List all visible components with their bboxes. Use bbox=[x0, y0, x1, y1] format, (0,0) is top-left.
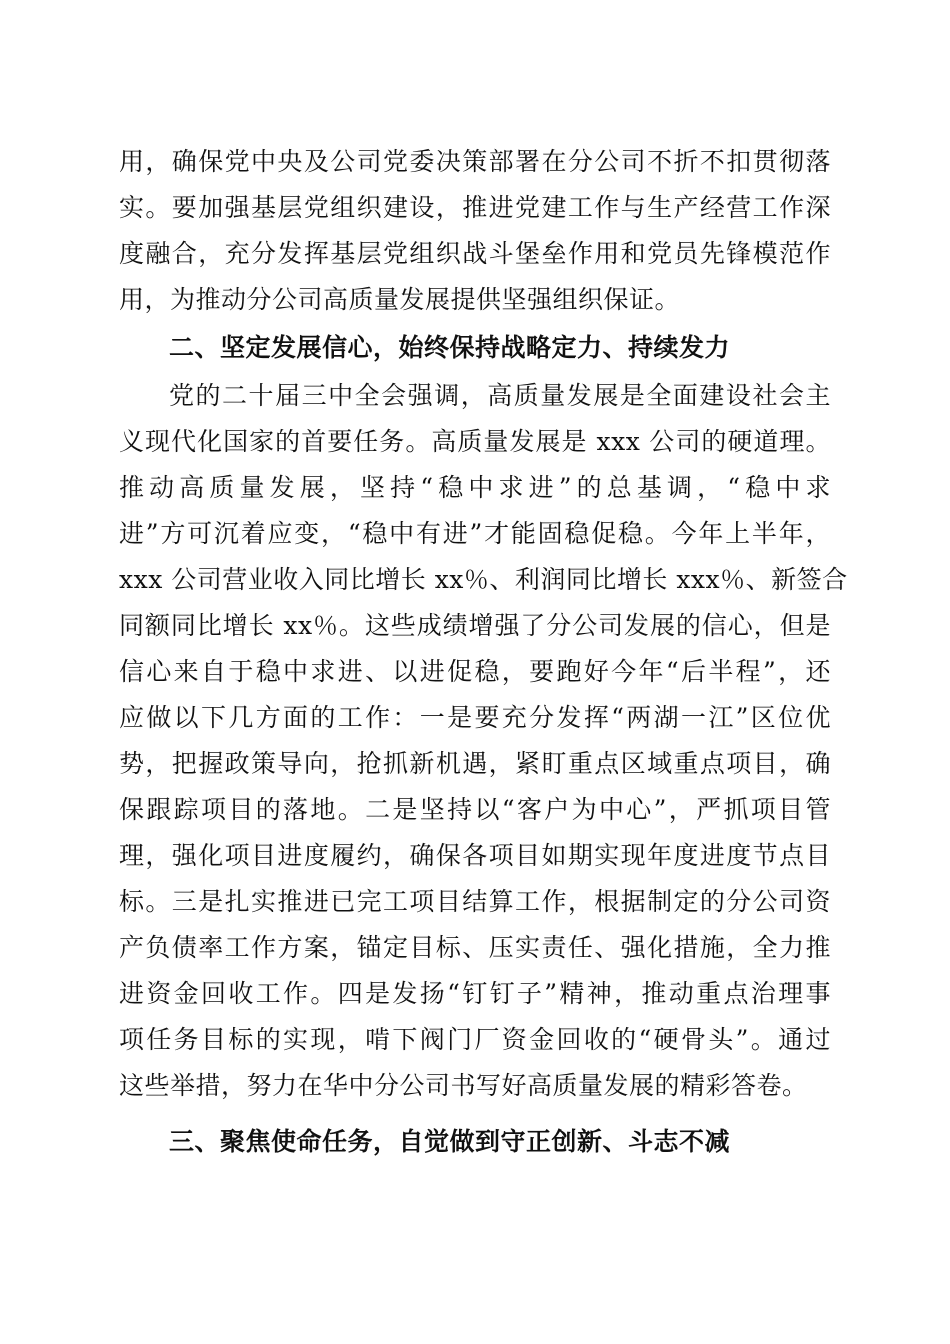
paragraph-line: 进资金回收工作。四是发扬“钉钉子”精神，推动重点治理事 bbox=[119, 979, 831, 1008]
spacer bbox=[119, 1109, 831, 1117]
paragraph-line: xxx 公司营业收入同比增长 xx％、利润同比增长 xxx％、新签合 bbox=[119, 565, 848, 594]
paragraph-line: 产负债率工作方案，锚定目标、压实责任、强化措施，全力推 bbox=[119, 933, 831, 962]
paragraph-1 bbox=[119, 139, 831, 323]
paragraph-line: 用，为推动分公司高质量发展提供坚强组织保证。 bbox=[119, 285, 681, 314]
paragraph-line: 同额同比增长 xx％。这些成绩增强了分公司发展的信心，但是 bbox=[119, 611, 831, 640]
paragraph-line: 党的二十届三中全会强调，高质量发展是全面建设社会主 bbox=[169, 381, 831, 410]
paragraph-line: 标。三是扎实推进已完工项目结算工作，根据制定的分公司资 bbox=[119, 887, 831, 916]
paragraph-line: 势，把握政策导向，抢抓新机遇，紧盯重点区域重点项目，确 bbox=[119, 749, 831, 778]
section-heading-3: 三、聚焦使命任务，自觉做到守正创新、斗志不减 bbox=[169, 1127, 731, 1156]
paragraph-2 bbox=[119, 373, 848, 1109]
section-heading-2: 二、坚定发展信心，始终保持战略定力、持续发力 bbox=[169, 333, 731, 362]
paragraph-line: 实。要加强基层党组织建设，推进党建工作与生产经营工作深 bbox=[119, 193, 831, 222]
paragraph-line: 用，确保党中央及公司党委决策部署在分公司不折不扣贯彻落 bbox=[119, 147, 831, 176]
paragraph-line: 信心来自于稳中求进、以进促稳，要跑好今年“后半程”，还 bbox=[119, 657, 831, 686]
paragraph-line: 理，强化项目进度履约，确保各项目如期实现年度进度节点目 bbox=[119, 841, 831, 870]
paragraph-line: 义现代化国家的首要任务。高质量发展是 xxx 公司的硬道理。 bbox=[119, 427, 831, 456]
paragraph-line: 这些举措，努力在华中分公司书写好高质量发展的精彩答卷。 bbox=[119, 1071, 808, 1100]
document-body bbox=[119, 139, 848, 1167]
paragraph-line: 保跟踪项目的落地。二是坚持以“客户为中心”，严抓项目管 bbox=[119, 795, 831, 824]
paragraph-line: 推动高质量发展，坚持“稳中求进”的总基调，“稳中求 bbox=[119, 473, 831, 502]
paragraph-line: 应做以下几方面的工作：一是要充分发挥“两湖一江”区位优 bbox=[119, 703, 831, 732]
paragraph-line: 项任务目标的实现，啃下阀门厂资金回收的“硬骨头”。通过 bbox=[119, 1025, 831, 1054]
paragraph-line: 进”方可沉着应变，“稳中有进”才能固稳促稳。今年上半年， bbox=[119, 519, 831, 548]
paragraph-line: 度融合，充分发挥基层党组织战斗堡垒作用和党员先锋模范作 bbox=[119, 239, 831, 268]
